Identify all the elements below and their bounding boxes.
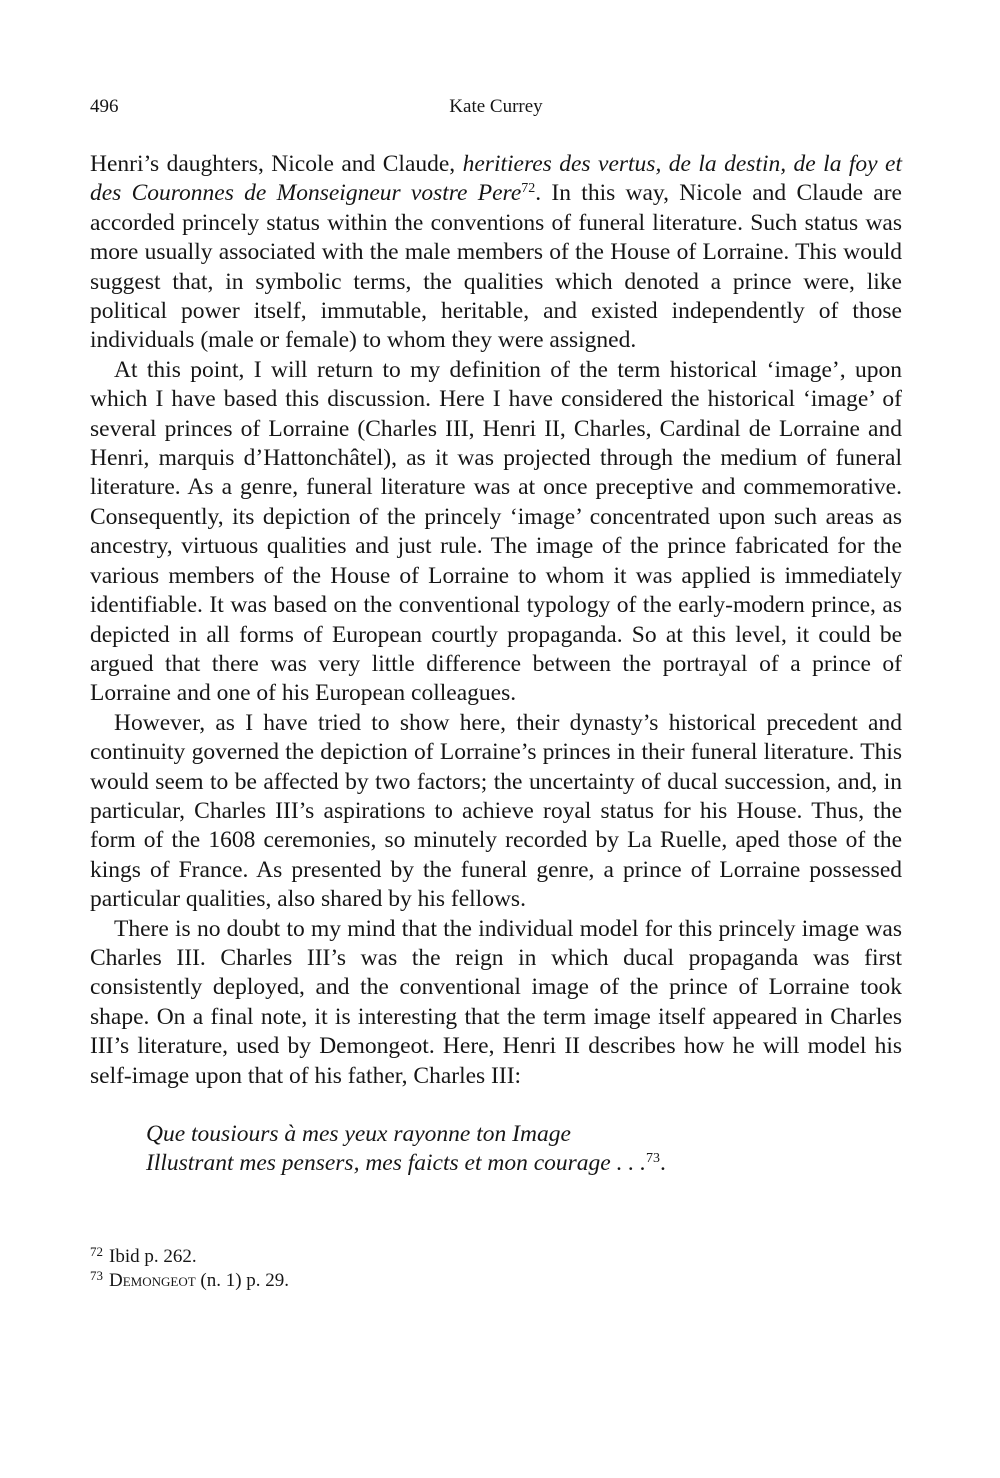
footnote-number: 72 [90, 1243, 103, 1259]
italic-quotation: heritieres des vertus, de la destin, de la foy et des Couronnes de Monseigneur vostre Pere [90, 151, 902, 207]
paragraph-text: . In this way, Nicole and Claude are accorded princely status within the conventions of funeral literature. Such status was more usually associated with the male members of the House of Lorraine. This would suggest that, in symbolic terms, the qualities which denoted a prince were, like political power itself, immutable, heritable, and existed independently of those individuals (male or female) to whom they were assigned. [90, 180, 902, 354]
footnote-text: (n. 1) p. 29. [195, 1269, 290, 1291]
footnote-author: Demongeot [109, 1269, 196, 1291]
footnote-reference[interactable]: 73 [645, 1151, 660, 1167]
running-head-author: Kate Currey [449, 96, 543, 117]
page-number: 496 [90, 96, 119, 117]
body-text [90, 150, 902, 1091]
running-head [90, 96, 902, 126]
footnote-number: 73 [90, 1267, 103, 1283]
footnote [90, 1245, 902, 1269]
paragraph-text: However, as I have tried to show here, their dynasty’s historical precedent and continuity governed the depiction of Lorraine’s princes in their funeral literature. This would seem to be affected by two factors; the uncertainty of ducal succession, and, in particular, Charles III’s aspirations to achieve royal status for his House. Thus, the form of the 1608 ceremonies, so minutely recorded by La Ruelle, aped those of the kings of France. As presented by the funeral genre, a prince of Lorraine possessed particular qualities, also shared by his fellows. [90, 709, 902, 913]
verse-quotation [146, 1120, 902, 1179]
paragraph-text: Henri’s daughters, Nicole and Claude, [90, 151, 463, 177]
verse-line-end: . [659, 1150, 666, 1177]
page [90, 96, 902, 1293]
footnote-text: Ibid p. 262. [109, 1245, 197, 1267]
paragraph [90, 709, 902, 915]
paragraph [90, 356, 902, 709]
verse-line: Que tousiours à mes yeux rayonne ton Image [146, 1121, 571, 1147]
verse-line-text: Illustrant mes pensers, mes faicts et mon courage . . . [146, 1150, 646, 1177]
footnotes [90, 1245, 902, 1293]
footnote-reference[interactable]: 72 [521, 181, 536, 197]
verse-line [146, 1149, 902, 1178]
footnote [90, 1269, 902, 1293]
paragraph-text: There is no doubt to my mind that the individual model for this princely image was Charles III. Charles III’s was the reign in which ducal propaganda was first consistently deployed, and the conventional image of the prince of Lorraine took shape. On a final note, it is interesting that the term image itself appeared in Charles III’s literature, used by Demongeot. Here, Henri II describes how he will model his self-image upon that of his father, Charles III: [90, 915, 902, 1089]
paragraph [90, 915, 902, 1091]
paragraph [90, 150, 902, 356]
paragraph-text: At this point, I will return to my definition of the term historical ‘image’, upon which I have based this discussion. Here I have considered the historical ‘image’ of several princes of Lorraine (Charles III, Henri II, Charles, Cardinal de Lorraine and Henri, marquis d’Hattonchâtel), as it was projected through the medium of funeral literature. As a genre, funeral literature was at once preceptive and commemorative. Consequently, its depiction of the princely ‘image’ concentrated upon such areas as ancestry, virtuous qualities and just rule. The image of the prince fabricated for the various members of the House of Lorraine to whom it was applied is immediately identifiable. It was based on the conventional typology of the early-modern prince, as depicted in all forms of European courtly propaganda. So at this level, it could be argued that there was very little difference between the portrayal of a prince of Lorraine and one of his European colleagues. [90, 356, 902, 707]
